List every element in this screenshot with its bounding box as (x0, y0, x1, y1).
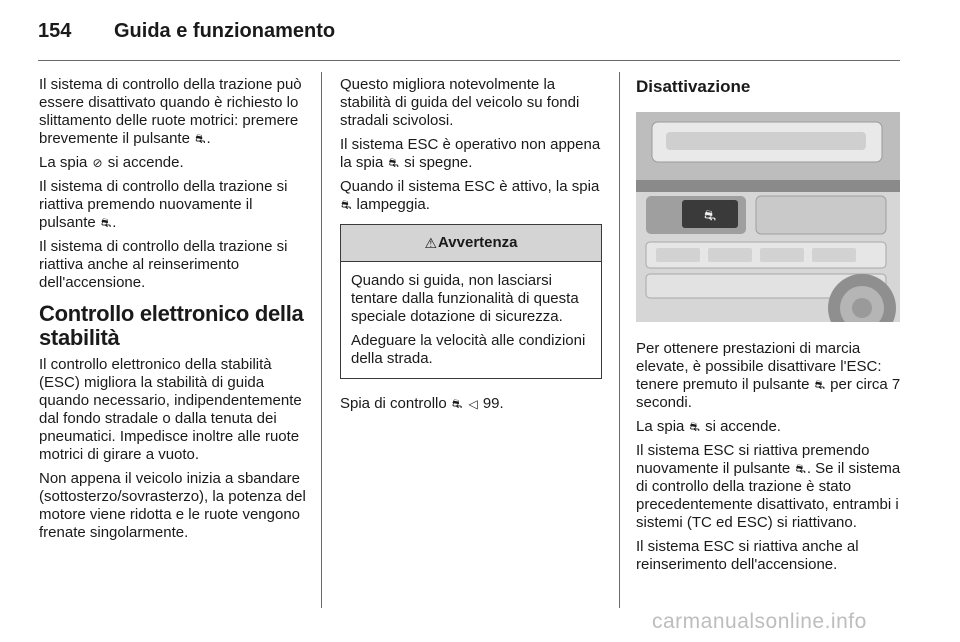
paragraph-text: Quando il sistema ESC è attivo, la spia (340, 178, 600, 195)
paragraph-text: Spia di controllo (340, 395, 447, 412)
esc-lamp-icon: ⛐ (814, 378, 825, 392)
paragraph: Questo migliora notevolmente la stabilità di guida del veicolo su fondi stradali scivolosi. (340, 76, 580, 129)
paragraph-text: si spegne. (404, 154, 473, 171)
paragraph (636, 418, 902, 436)
paragraph: Il sistema ESC si riattiva anche al reinserimento dell'accensione. (636, 538, 859, 573)
warning-box (340, 224, 602, 379)
paragraph-text: per circa 7 secondi. (636, 376, 901, 411)
paragraph-text: Per ottenere prestazioni di marcia elevate, è possibile disattivare l'ESC: tenere premuto il pulsante (636, 340, 882, 393)
column-divider (321, 72, 322, 608)
esc-off-lamp-icon: ⛐ (689, 420, 700, 434)
paragraph-text: . Se il sistema di controllo della trazione è stato precedentemente disattivato, entrambi i sistemi (TC ed ESC) si riattivano. (636, 460, 901, 531)
esc-lamp-icon: ⛐ (388, 156, 399, 170)
warning-text: Adeguare la velocità alle condizioni della strada. (351, 332, 586, 367)
page-header (38, 18, 900, 62)
warning-triangle-icon: ⚠ (424, 235, 438, 251)
traction-control-off-lamp-icon: ⊘ (92, 156, 103, 170)
esc-lamp-icon: ⛐ (451, 397, 463, 411)
paragraph: Il controllo elettronico della stabilità (ESC) migliora la stabilità di guida quando necessario, indipendentemente dal fondo stradale o dalla tenuta dei pneumatici. Impedisce inoltre alle ruote motrici di girare a vuoto. (39, 356, 302, 463)
traction-control-button-icon: ⛐ (195, 132, 206, 146)
dashboard-button-photo (636, 112, 900, 322)
column-1 (39, 76, 307, 548)
warning-text: Quando si guida, non lasciarsi tentare dalla funzionalità di questa speciale dotazione di sicurezza. (351, 272, 579, 325)
column-divider (619, 72, 620, 608)
paragraph (340, 178, 602, 214)
esc-lamp-icon: ⛐ (795, 462, 806, 476)
page-title: Guida e funzionamento (114, 20, 336, 42)
column-3 (636, 76, 902, 580)
paragraph (340, 136, 602, 172)
traction-control-button-icon: ⛐ (100, 216, 112, 230)
paragraph (636, 340, 902, 412)
page-reference: 99. (482, 395, 504, 412)
paragraph-text: si accende. (705, 418, 781, 435)
page-number: 154 (38, 20, 72, 42)
paragraph (636, 442, 902, 532)
paragraph: Il sistema di controllo della trazione si riattiva anche al reinserimento dell'accensione. (39, 238, 288, 291)
esc-lamp-icon: ⛐ (341, 198, 352, 212)
section-heading: Controllo elettronico della stabilità (39, 301, 304, 350)
paragraph-text: La spia (636, 418, 685, 435)
paragraph: Non appena il veicolo inizia a sbandare (sottosterzo/sovrasterzo), la potenza del motore viene ridotta e le ruote vengono frenate singolarmente. (39, 470, 306, 541)
paragraph-text: Il sistema di controllo della trazione può essere disattivato quando è richiesto lo slittamento delle ruote motrici: premere brevemente il pulsante (39, 76, 302, 147)
paragraph-text: si accende. (107, 154, 184, 171)
paragraph (340, 395, 602, 413)
paragraph-text: La spia (39, 154, 88, 171)
paragraph-text: lampeggia. (356, 196, 430, 213)
section-heading: Disattivazione (636, 77, 751, 96)
paragraph: Il sistema di controllo della trazione si riattiva premendo nuovamente il pulsante ⛐. (39, 178, 288, 231)
warning-body (341, 262, 601, 378)
page-reference-icon: ◁ (468, 397, 478, 411)
paragraph-text: Il sistema di controllo della trazione si riattiva premendo nuovamente il pulsante (39, 178, 288, 231)
svg-text:⛐: ⛐ (703, 208, 717, 224)
warning-title: Avvertenza (438, 234, 518, 251)
header-divider (38, 60, 900, 61)
column-2 (340, 76, 602, 419)
watermark: carmanualsonline.info (652, 610, 867, 633)
paragraph-text: Il sistema ESC si riattiva premendo nuovamente il pulsante (636, 442, 870, 477)
warning-header (341, 225, 601, 262)
paragraph (39, 154, 307, 172)
paragraph-text: Il sistema ESC è operativo non appena la spia (340, 136, 601, 171)
paragraph: Il sistema di controllo della trazione può essere disattivato quando è richiesto lo slittamento delle ruote motrici: premere brevemente il pulsante ⛐. (39, 76, 302, 147)
